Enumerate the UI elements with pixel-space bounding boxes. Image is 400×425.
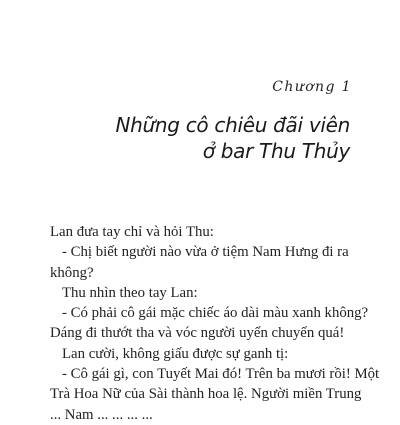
chapter-title <box>0 112 350 164</box>
chapter-body <box>50 222 380 425</box>
paragraph-6-line-1: - Cô gái gì, con Tuyết Mai đó! Trên ba mươi rồi! Một <box>62 366 380 383</box>
paragraph-2-line-1: - Chị biết người nào vừa ở tiệm Nam Hưng đi ra <box>62 244 349 261</box>
chapter-title-line-2: ở bar Thu Thủy <box>202 139 350 163</box>
paragraph-1: Lan đưa tay chỉ và hỏi Thu: <box>50 224 214 240</box>
paragraph-2 <box>50 242 354 283</box>
paragraph-6-line-3: ... Nam ... ... ... ... <box>50 406 153 423</box>
chapter-title-line-1: Những cô chiêu đãi viên <box>115 113 350 137</box>
chapter-number: Chương 1 <box>272 79 352 95</box>
paragraph-6 <box>50 364 380 425</box>
paragraph-3: Thu nhìn theo tay Lan: <box>62 284 198 301</box>
paragraph-4 <box>50 303 369 344</box>
paragraph-6-line-2: Trà Hoa Nữ của Sài thành hoa lệ. Người miền Trung <box>50 386 362 403</box>
paragraph-4-line-2: Dáng đi thướt tha và vóc người uyển chuyển quá! <box>50 325 345 342</box>
paragraph-2-line-2: không? <box>50 264 94 281</box>
paragraph-5: Lan cười, không giấu được sự ganh tị: <box>62 345 289 362</box>
paragraph-4-line-1: - Có phải cô gái mặc chiếc áo dài màu xanh không? <box>62 305 369 322</box>
